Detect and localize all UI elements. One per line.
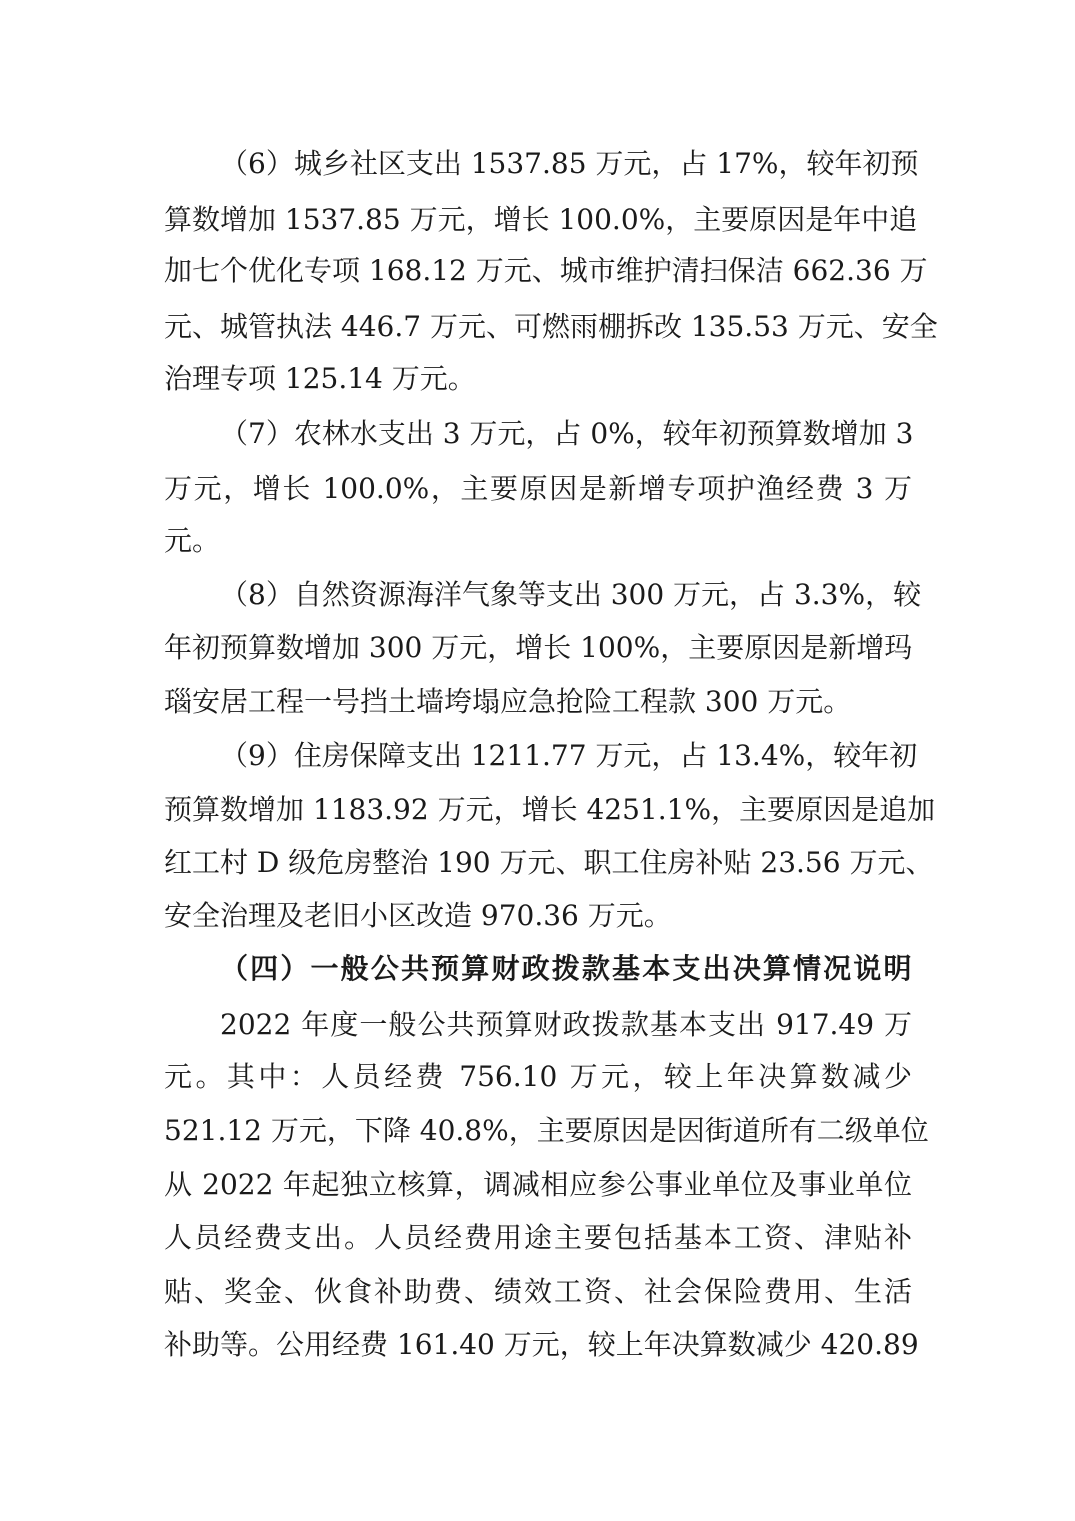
paragraph-7-line-2: 万元，增长 100.0%，主要原因是新增专项护渔经费 3 万 bbox=[164, 472, 912, 505]
paragraph-6-line-1: （6）城乡社区支出 1537.85 万元，占 17%，较年初预 bbox=[220, 147, 919, 180]
basic-expenditure-line-4: 从 2022 年起独立核算，调减相应参公事业单位及事业单位 bbox=[164, 1168, 912, 1201]
basic-expenditure-line-3: 521.12 万元，下降 40.8%，主要原因是因街道所有二级单位 bbox=[164, 1114, 929, 1147]
paragraph-8-line-1: （8）自然资源海洋气象等支出 300 万元，占 3.3%，较 bbox=[220, 578, 922, 611]
paragraph-9-line-2: 预算数增加 1183.92 万元，增长 4251.1%，主要原因是追加 bbox=[164, 793, 936, 826]
paragraph-7-line-1: （7）农林水支出 3 万元，占 0%，较年初预算数增加 3 bbox=[220, 417, 914, 450]
paragraph-6-line-5: 治理专项 125.14 万元。 bbox=[164, 362, 476, 395]
paragraph-9-line-3: 红工村 D 级危房整治 190 万元、职工住房补贴 23.56 万元、 bbox=[164, 846, 934, 879]
basic-expenditure-line-5: 人员经费支出。人员经费用途主要包括基本工资、津贴补 bbox=[164, 1221, 912, 1254]
paragraph-6-line-2: 算数增加 1537.85 万元，增长 100.0%，主要原因是年中追 bbox=[164, 203, 918, 236]
basic-expenditure-line-1: 2022 年度一般公共预算财政拨款基本支出 917.49 万 bbox=[220, 1008, 912, 1041]
paragraph-8-line-3: 瑙安居工程一号挡土墙垮塌应急抢险工程款 300 万元。 bbox=[164, 685, 852, 718]
paragraph-6-line-4: 元、城管执法 446.7 万元、可燃雨棚拆改 135.53 万元、安全 bbox=[164, 310, 938, 343]
paragraph-9-line-4: 安全治理及老旧小区改造 970.36 万元。 bbox=[164, 899, 672, 932]
basic-expenditure-line-7: 补助等。公用经费 161.40 万元，较上年决算数减少 420.89 bbox=[164, 1328, 919, 1361]
paragraph-7-line-3: 元。 bbox=[164, 524, 221, 557]
basic-expenditure-line-6: 贴、奖金、伙食补助费、绩效工资、社会保险费用、生活 bbox=[164, 1275, 912, 1308]
section-heading-4: （四）一般公共预算财政拨款基本支出决算情况说明 bbox=[220, 952, 912, 985]
paragraph-9-line-1: （9）住房保障支出 1211.77 万元，占 13.4%，较年初 bbox=[220, 739, 918, 772]
paragraph-8-line-2: 年初预算数增加 300 万元，增长 100%，主要原因是新增玛 bbox=[164, 631, 913, 664]
basic-expenditure-line-2: 元。其中：人员经费 756.10 万元，较上年决算数减少 bbox=[164, 1060, 912, 1093]
paragraph-6-line-3: 加七个优化专项 168.12 万元、城市维护清扫保洁 662.36 万 bbox=[164, 254, 928, 287]
